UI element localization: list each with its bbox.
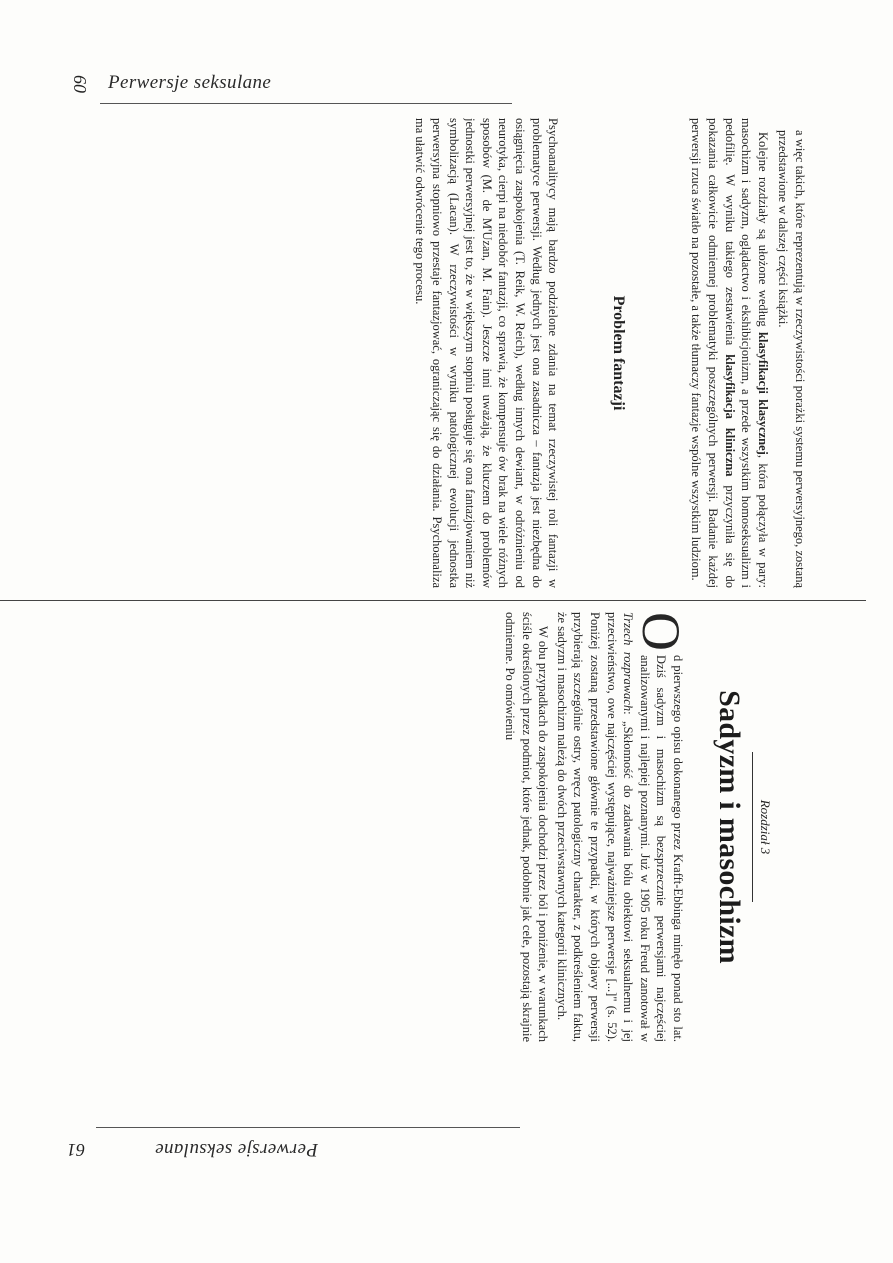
header-rule-top: [100, 103, 512, 104]
chapter-rule: [752, 752, 753, 902]
fantasy-paragraph: Psychoanalitycy mają bardzo podzielone zdania na temat rzeczywistej roli fantazji w problematyce perwersji. Według jednych jest ona zasadnicza – fantazja jest niezbędna do osiągnięcia zaspokojenia (T. Reik, W. Reich), według innych dewiant, w odróżnieniu od neurotyka, cierpi na niedobór fantazji, co sprawia, że kompensuje ów brak na wiele różnych sposobów (M. de M'Uzan, M. Fain). Jeszcze inni uważają, że kluczem do problemów jednostki perwersyjnej jest to, że w większym stopniu posługuje się ona fantazjowaniem niż symbolizacją (Lacan). W rzeczywistości w wyniku patologicznej ewolucji jednostka perwersyjna stopniowo przestaje fantazjować, ograniczając się do działania. Psychoanaliza ma ułatwić odwrócenie tego procesu.: [413, 118, 561, 588]
running-header-bottom: Perwersje seksulane: [154, 1139, 318, 1160]
top-page-area: [108, 118, 808, 588]
bottom-page-block: [501, 612, 843, 1042]
header-rule-bottom: [96, 1127, 520, 1128]
top-page-text-block: [412, 118, 808, 588]
continuation-paragraph: a więc takich, które reprezentują w rzeczywistości porażki systemu perwersyjnego, zostaną przedstawione w dalszej części książki.: [776, 130, 807, 588]
intro-italic: Trzech rozprawach: [621, 612, 636, 712]
bottom-page-text: [501, 612, 691, 1042]
section-title: Problem fantazji: [609, 295, 627, 411]
page-divider: [0, 600, 866, 601]
drop-cap: O: [631, 612, 691, 651]
second-paragraph: W obu przypadkach do zaspokojenia dochodzi przez ból i poniżenie, w warunkach ściśle określonych przez podmiot, które jednak, podobnie jak cele, pozostają skrajnie odmienne. Po omówieniu: [503, 612, 551, 1042]
running-header-top: Perwersje seksulane: [108, 72, 272, 93]
chapter-label: Rozdział 3: [758, 799, 773, 855]
intro-text-a: d pierwszego opisu dokonanego przez Krafft-Ebbinga minęło ponad sto lat. Dziś sadyzm i masochizm są bezsprzecznie perwersjami najczęściej analizowanymi i najlepiej poznanymi. Już w 1905 roku Freud zanotował w: [637, 655, 685, 1042]
classification-bold-2: klasyfikacja kliniczna: [722, 354, 737, 477]
page-number-60: 60: [70, 75, 90, 93]
classification-bold-1: klasyfikacji klasycznej: [755, 332, 770, 455]
chapter-title: Sadyzm i masochizm: [713, 690, 746, 964]
classification-paragraph: [688, 118, 771, 588]
intro-paragraph: [553, 612, 691, 1042]
intro-text-b: : „Skłonność do zadawania bólu obiektowi seksualnemu i jej przeciwieństwo, owe najczęściej występujące, najważniejsze perwersje [...]" (s. 52). Poniżej zostaną przedstawione głównie te przypadki, w których objawy perwersji przybierają szczególnie ostry, wręcz patologiczny charakter, z podkreśleniem faktu, że sadyzm i masochizm należą do dwóch przeciwstawnych kategorii klinicznych.: [554, 612, 636, 1042]
bottom-page-area: [108, 612, 843, 1042]
page-number-61: 61: [67, 1140, 85, 1160]
classification-text-1: Kolejne rozdziały są ułożone według: [755, 132, 770, 333]
classification-text-3: przyczyniła się do pokazania całkowicie odmiennej problematyki poszczególnych perwersji. Badanie każdej perwersji rzuca światło na pozostałe, a także tłumaczy fantazje wspólne wszystkim ludziom.: [689, 118, 737, 588]
classification-text-2: , która połączyła w pary: masochizm i sadyzm, oglądactwo i ekshibicjonizm, a przede wszystkim homoseksualizm i pedofilię. W wyniku takiego zestawienia: [722, 118, 770, 588]
